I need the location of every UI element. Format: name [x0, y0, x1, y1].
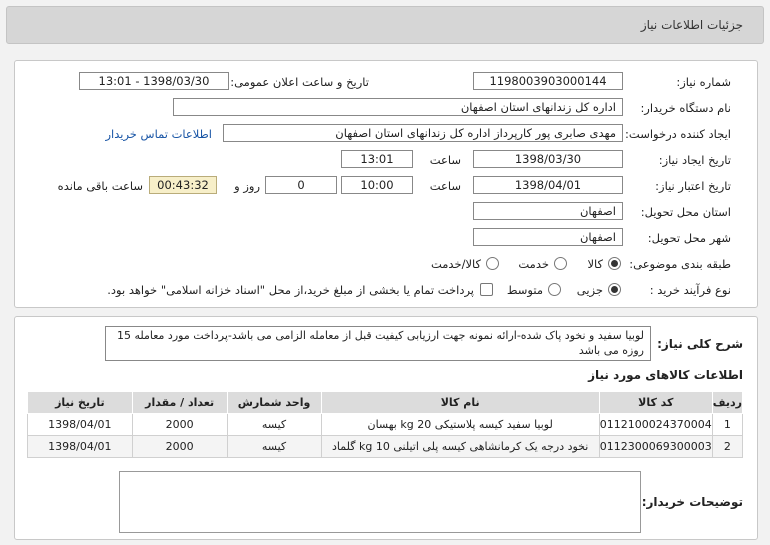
process-label: نوع فرآیند خرید :	[649, 283, 731, 297]
goods-quantity: 2000	[132, 436, 227, 458]
row-number: 2	[712, 436, 742, 458]
buyer-org-field: اداره کل زندانهای استان اصفهان	[173, 98, 623, 116]
days-label: روز و	[234, 179, 260, 193]
created-date-field: 1398/03/30	[473, 150, 623, 168]
category-goods-service-radio[interactable]	[486, 257, 499, 270]
requester-field: مهدی صابری پور کارپرداز اداره کل زندانهای استان اصفهان	[223, 124, 623, 142]
treasury-payment-note: پرداخت تمام یا بخشی از مبلغ خرید،از محل "اسناد خزانه اسلامی" خواهد بود.	[107, 283, 474, 297]
province-field: اصفهان	[473, 202, 623, 220]
remaining-time-field: 00:43:32	[149, 176, 217, 194]
buyer-contact-link[interactable]: اطلاعات تماس خریدار	[105, 127, 212, 141]
remaining-days-field: 0	[265, 176, 337, 194]
goods-date: 1398/04/01	[28, 414, 133, 436]
summary-field: لوبیا سفید و نخود پاک شده-ارائه نمونه جهت ارزیابی کیفیت قبل از معامله الزامی می باشد-پرداخت مورد معامله 15 روزه می باشد	[105, 326, 651, 361]
goods-table-header	[28, 392, 743, 414]
province-label: استان محل تحویل:	[640, 205, 731, 219]
col-date: تاریخ نیاز	[28, 392, 133, 414]
row-number: 1	[712, 414, 742, 436]
created-time-field: 13:01	[341, 150, 413, 168]
buyer-org-label: نام دستگاه خریدار:	[640, 101, 731, 115]
col-name: نام کالا	[321, 392, 599, 414]
goods-code: 0112300069300003	[599, 436, 712, 458]
category-goods-service-label: کالا/خدمت	[430, 257, 481, 271]
goods-section-title: اطلاعات کالاهای مورد نیاز	[588, 368, 743, 382]
goods-code: 0112100024370004	[599, 414, 712, 436]
announce-date-field: 1398/03/30 - 13:01	[79, 72, 229, 90]
summary-label: شرح کلی نیاز:	[657, 337, 743, 351]
col-unit: واحد شمارش	[227, 392, 321, 414]
category-service-radio[interactable]	[554, 257, 567, 270]
goods-name: نخود درجه یک کرمانشاهی کیسه پلی اتیلنی 10 kg گلماد	[321, 436, 599, 458]
process-medium-label: متوسط	[506, 283, 543, 297]
goods-unit: کیسه	[227, 414, 321, 436]
page-title: جزئیات اطلاعات نیاز	[640, 18, 743, 32]
city-label: شهر محل تحویل:	[647, 231, 731, 245]
col-quantity: تعداد / مقدار	[132, 392, 227, 414]
process-medium-radio[interactable]	[548, 283, 561, 296]
treasury-payment-checkbox[interactable]	[480, 283, 493, 296]
need-info-panel	[14, 60, 758, 308]
buyer-notes-field	[119, 471, 641, 533]
buyer-notes-label: توضیحات خریدار:	[641, 495, 743, 509]
need-number-label: شماره نیاز:	[676, 75, 731, 89]
created-time-label: ساعت	[429, 153, 461, 167]
need-details-panel	[14, 316, 758, 540]
valid-date-field: 1398/04/01	[473, 176, 623, 194]
goods-name: لوبیا سفید کیسه پلاستیکی 20 kg بهسان	[321, 414, 599, 436]
remaining-time-label: ساعت باقی مانده	[57, 179, 143, 193]
valid-time-field: 10:00	[341, 176, 413, 194]
city-field: اصفهان	[473, 228, 623, 246]
page-header	[6, 6, 764, 44]
table-row	[28, 414, 743, 436]
col-row: ردیف	[712, 392, 742, 414]
col-code: کد کالا	[599, 392, 712, 414]
requester-label: ایجاد کننده درخواست:	[625, 127, 731, 141]
need-number-field: 1198003903000144	[473, 72, 623, 90]
category-goods-label: کالا	[587, 257, 603, 271]
goods-quantity: 2000	[132, 414, 227, 436]
category-service-label: خدمت	[518, 257, 549, 271]
created-date-label: تاریخ ایجاد نیاز:	[658, 153, 731, 167]
process-minor-label: جزیی	[576, 283, 603, 297]
announce-date-label: تاریخ و ساعت اعلان عمومی:	[230, 75, 369, 89]
goods-date: 1398/04/01	[28, 436, 133, 458]
valid-time-label: ساعت	[429, 179, 461, 193]
table-row	[28, 436, 743, 458]
category-label: طبقه بندی موضوعی:	[629, 257, 731, 271]
goods-table	[27, 391, 743, 458]
process-minor-radio[interactable]	[608, 283, 621, 296]
category-goods-radio[interactable]	[608, 257, 621, 270]
valid-date-label: تاریخ اعتبار نیاز:	[655, 179, 731, 193]
goods-unit: کیسه	[227, 436, 321, 458]
